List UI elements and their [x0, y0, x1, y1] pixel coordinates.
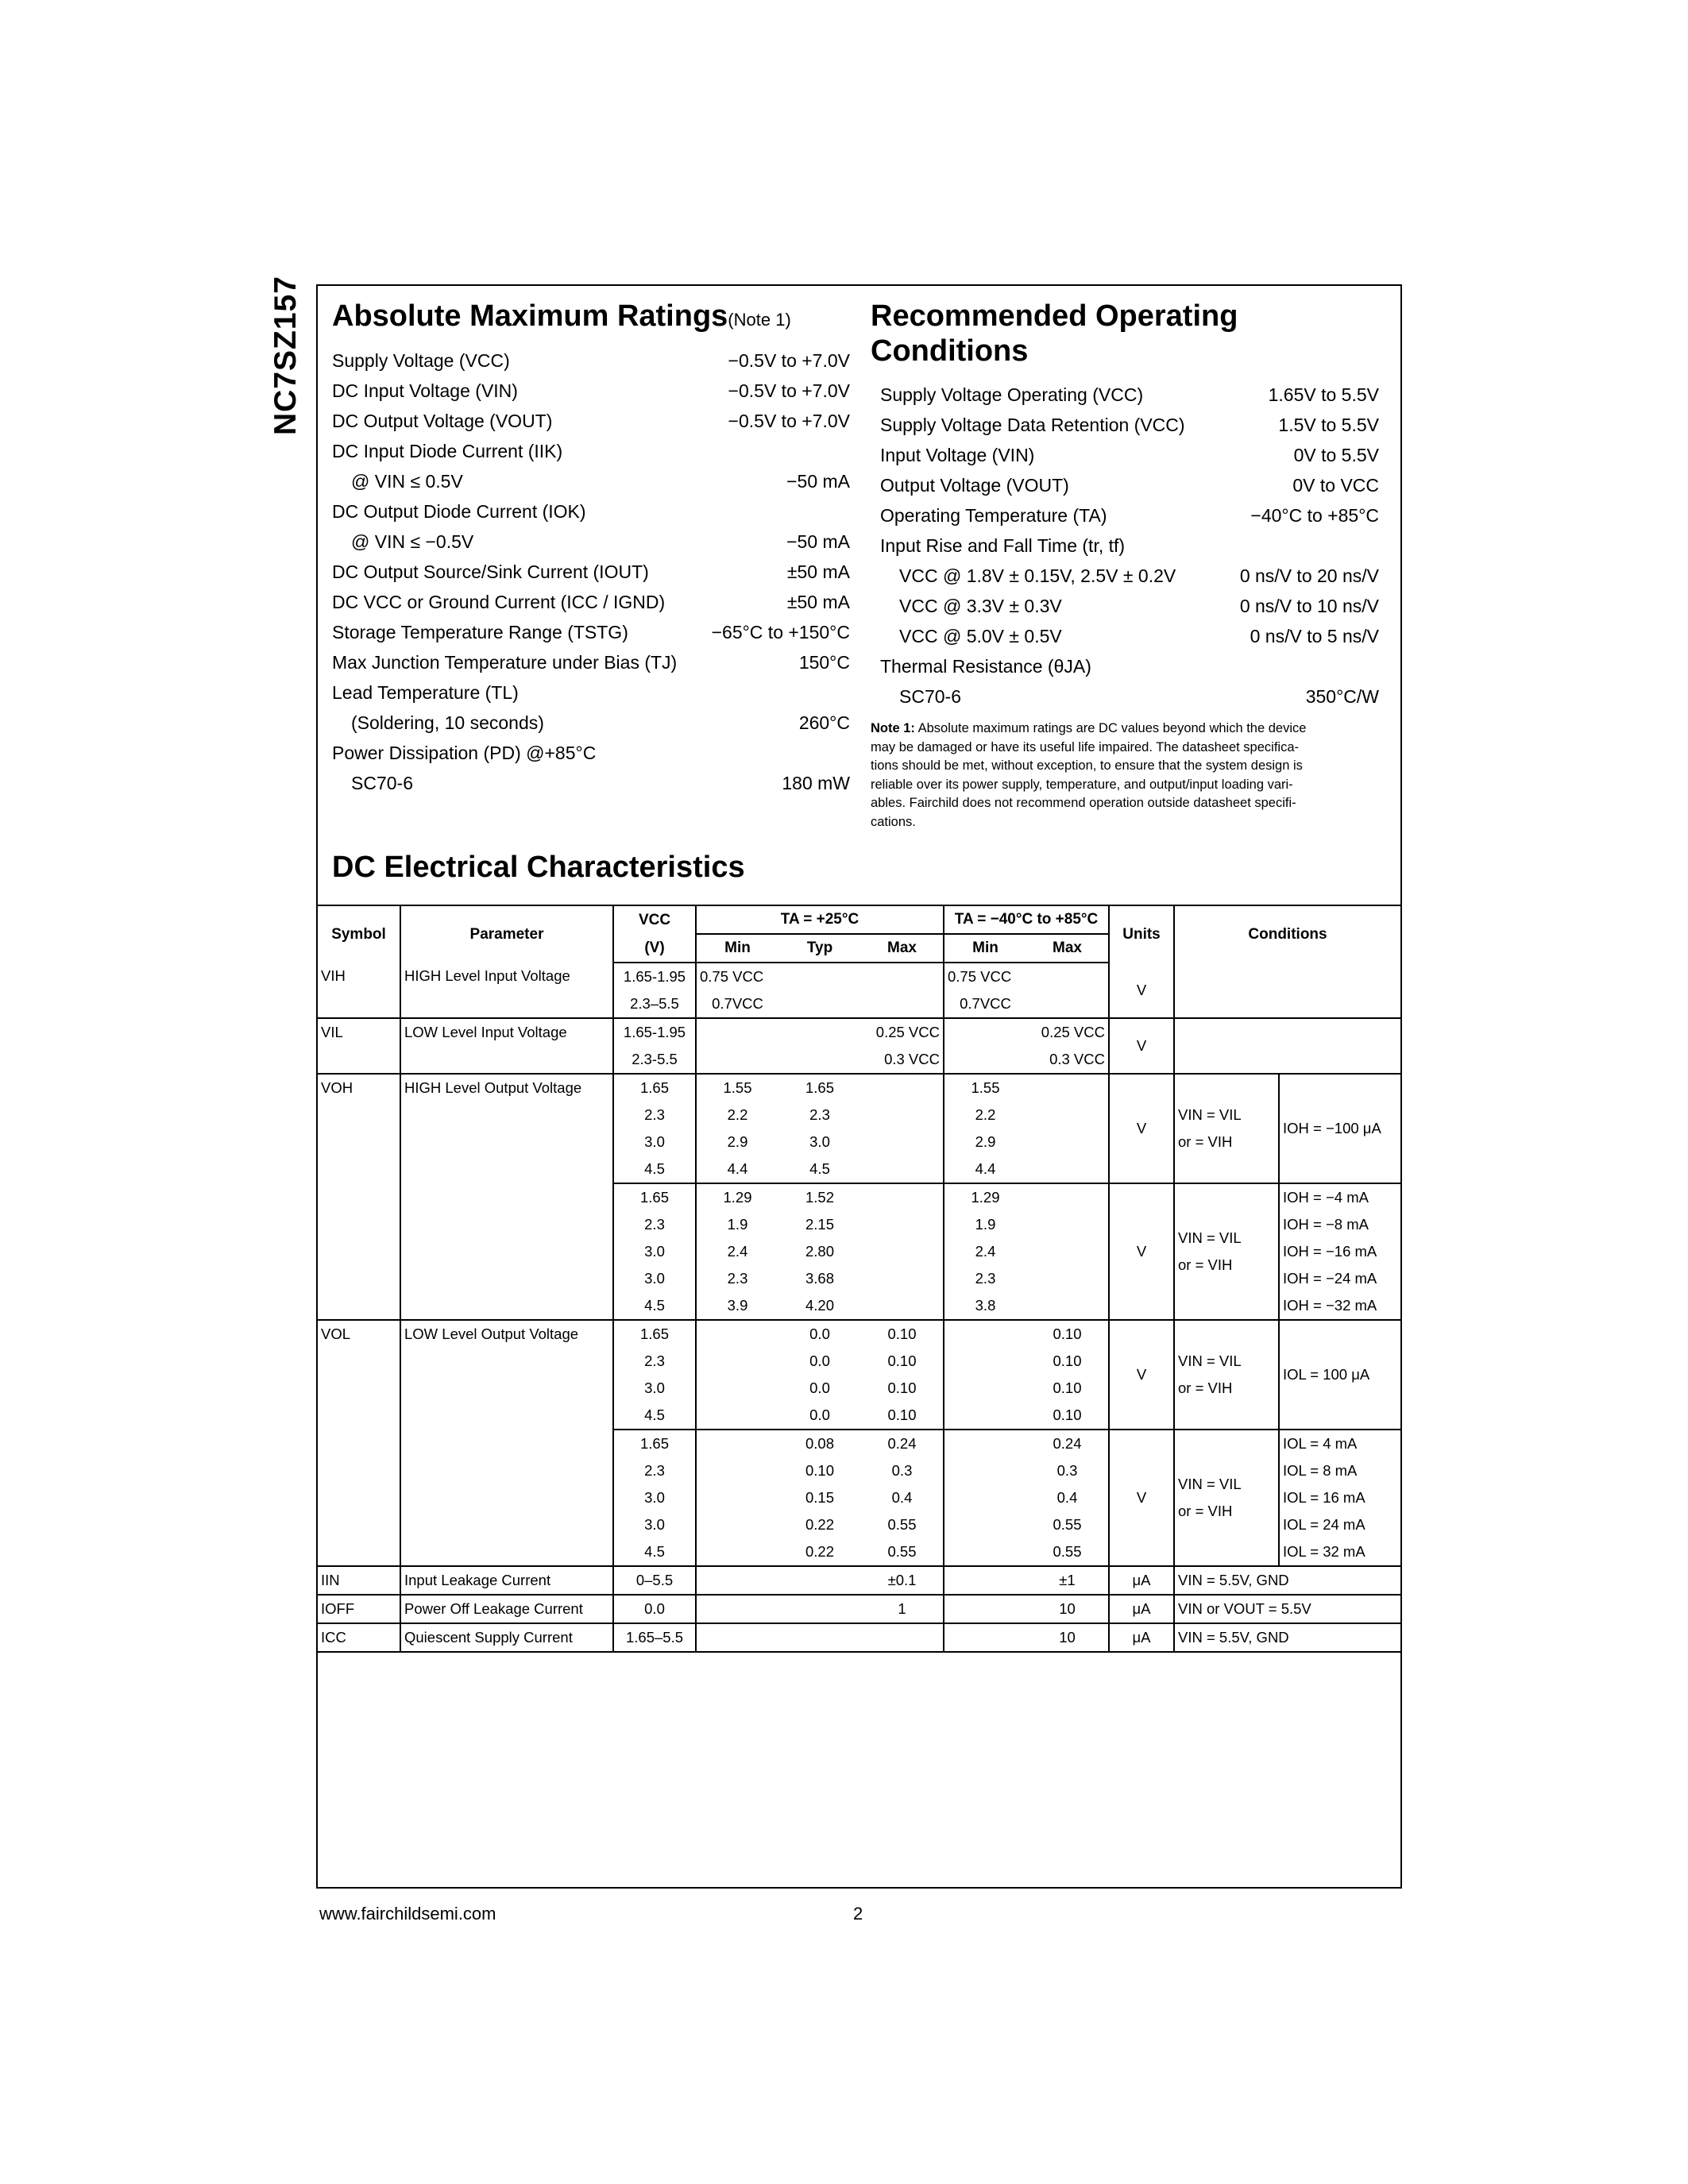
amr-heading [332, 299, 850, 338]
amr-label: DC Input Voltage (VIN) [332, 380, 518, 401]
table-row [318, 1566, 1400, 1595]
roc-value: 0 ns/V to 20 ns/V [1239, 565, 1379, 586]
cell-condition [1174, 1183, 1279, 1320]
cell-parameter: LOW Level Output Voltage [400, 1320, 613, 1566]
roc-value: 350°C/W [1305, 686, 1379, 707]
cell-min: 2.2 [696, 1102, 778, 1129]
cell-max: 0.24 [887, 1435, 917, 1452]
cell-vcc: 1.65 [613, 1183, 696, 1211]
roc-row [880, 500, 1379, 531]
cell-symbol: IIN [318, 1566, 400, 1595]
roc-value: 0V to VCC [1292, 475, 1379, 496]
condition-vin: VIN = VIL [1178, 1229, 1242, 1246]
cell-vcc: 2.3-5.5 [613, 1046, 696, 1074]
table-row [318, 1595, 1400, 1623]
cell-typ: 0.22 [805, 1516, 834, 1533]
cell-min: 0.7VCC [696, 990, 778, 1018]
amr-label: DC VCC or Ground Current (ICC / IGND) [332, 592, 666, 612]
roc-label: Thermal Resistance (θJA) [880, 656, 1091, 677]
cell-symbol: VIH [318, 963, 400, 1018]
cell-current: IOL = 4 mA [1279, 1430, 1400, 1457]
roc-label: VCC @ 3.3V ± 0.3V [899, 596, 1062, 616]
roc-value: 0 ns/V to 10 ns/V [1239, 596, 1379, 616]
cell-min: 0.75 VCC [696, 963, 778, 990]
cell-parameter: Quiescent Supply Current [400, 1623, 613, 1652]
amr-title: Absolute Maximum Ratings [332, 299, 728, 333]
cell-vcc: 1.65 [613, 1074, 696, 1102]
table-row [318, 1018, 1400, 1046]
note-line: Absolute maximum ratings are DC values beyond which the device [917, 721, 1307, 735]
amr-label: SC70-6 [351, 773, 413, 793]
table-row [318, 1074, 1400, 1102]
cell-max: 0.25 VCC [1041, 1024, 1105, 1040]
amr-row [332, 768, 850, 798]
cell-max: 0.10 [861, 1402, 944, 1430]
header-min: Min [944, 934, 1026, 963]
roc-row [880, 681, 1379, 712]
cell-condition [1174, 1074, 1279, 1183]
cell-max: 0.10 [887, 1379, 917, 1396]
cell-symbol: ICC [318, 1623, 400, 1652]
amr-row [332, 496, 850, 527]
cell-parameter: HIGH Level Output Voltage [400, 1074, 613, 1320]
header-min: Min [696, 934, 778, 963]
amr-label: @ VIN ≤ 0.5V [351, 471, 463, 492]
note-line: may be damaged or have its useful life impaired. The datasheet specifica- [871, 739, 1299, 754]
amr-value: 150°C [798, 652, 850, 673]
cell-condition [1174, 1320, 1279, 1430]
amr-value: −50 mA [786, 471, 850, 492]
cell-current: IOH = −4 mA [1279, 1183, 1400, 1211]
amr-label: @ VIN ≤ −0.5V [351, 531, 474, 552]
amr-row [332, 557, 850, 587]
table-row [318, 963, 1400, 990]
cell-max: 0.10 [1053, 1352, 1082, 1369]
header-max: Max [861, 934, 944, 963]
amr-value: −0.5V to +7.0V [728, 350, 850, 371]
cell-vcc: 2.3 [613, 1348, 696, 1375]
amr-row [332, 376, 850, 406]
amr-value: ±50 mA [786, 592, 850, 612]
cell-min: 1.29 [944, 1183, 1026, 1211]
cell-min: 3.8 [944, 1292, 1026, 1320]
cell-vcc: 0.0 [613, 1595, 696, 1623]
cell-vcc: 4.5 [613, 1538, 696, 1566]
cell-parameter: Input Leakage Current [400, 1566, 613, 1595]
cell-min: 3.9 [696, 1292, 778, 1320]
cell-vcc: 1.65-1.95 [613, 1018, 696, 1046]
cell-vcc: 4.5 [613, 1292, 696, 1320]
cell-typ: 0.0 [809, 1325, 830, 1342]
cell-vcc: 1.65-1.95 [613, 963, 696, 990]
amr-value: 180 mW [782, 773, 850, 793]
amr-row [332, 587, 850, 617]
cell-typ: 0.10 [805, 1462, 834, 1479]
condition-or: or = VIH [1178, 1256, 1233, 1273]
cell-min: 1.9 [944, 1211, 1026, 1238]
cell-units: μA [1109, 1623, 1174, 1652]
roc-value: 1.65V to 5.5V [1268, 384, 1379, 405]
cell-units: V [1109, 1018, 1174, 1074]
cell-parameter: Power Off Leakage Current [400, 1595, 613, 1623]
roc-label: VCC @ 5.0V ± 0.5V [899, 626, 1062, 646]
table-row [318, 1623, 1400, 1652]
cell-vcc: 4.5 [613, 1402, 696, 1430]
cell-units: V [1109, 963, 1174, 1018]
amr-label: DC Output Diode Current (IOK) [332, 501, 586, 522]
cell-vcc: 3.0 [613, 1511, 696, 1538]
cell-max: 0.10 [887, 1352, 917, 1369]
amr-value: −0.5V to +7.0V [728, 411, 850, 431]
amr-row [332, 406, 850, 436]
cell-max: 0.55 [1026, 1538, 1109, 1566]
header-ta-25: TA = +25°C [696, 905, 944, 934]
cell-typ: 3.68 [805, 1270, 834, 1287]
cell-typ: 0.08 [805, 1435, 834, 1452]
amr-label: (Soldering, 10 seconds) [351, 712, 544, 733]
amr-row [332, 466, 850, 496]
roc-value: 0V to 5.5V [1293, 445, 1379, 465]
cell-max: ±1 [1026, 1566, 1109, 1595]
roc-title-line2: Conditions [871, 334, 1029, 368]
cell-max: 0.10 [1053, 1379, 1082, 1396]
amr-row [332, 647, 850, 677]
amr-row [332, 738, 850, 768]
cell-current: IOH = −16 mA [1279, 1238, 1400, 1265]
cell-typ: 0.15 [805, 1489, 834, 1506]
cell-typ: 0.0 [809, 1379, 830, 1396]
cell-vcc: 3.0 [613, 1265, 696, 1292]
amr-value: 260°C [798, 712, 850, 733]
roc-label: SC70-6 [899, 686, 961, 707]
cell-units: V [1109, 1430, 1174, 1566]
cell-condition: VIN = 5.5V, GND [1174, 1566, 1400, 1595]
cell-min: 1.9 [696, 1211, 778, 1238]
cell-min: 2.4 [696, 1238, 778, 1265]
header-ta-range: TA = −40°C to +85°C [944, 905, 1109, 934]
cell-current: IOL = 32 mA [1279, 1538, 1400, 1566]
roc-label: Input Rise and Fall Time (tr, tf) [880, 535, 1126, 556]
header-vcc-unit: (V) [613, 934, 696, 963]
cell-parameter: LOW Level Input Voltage [400, 1018, 613, 1074]
cell-vcc: 4.5 [613, 1156, 696, 1183]
cell-typ: 2.3 [809, 1106, 830, 1123]
header-units: Units [1109, 905, 1174, 963]
note-1 [871, 720, 1368, 832]
amr-value: −0.5V to +7.0V [728, 380, 850, 401]
cell-min: 0.75 VCC [944, 963, 1026, 990]
cell-units: V [1109, 1074, 1174, 1183]
condition-or: or = VIH [1178, 1133, 1233, 1150]
cell-max: 0.55 [861, 1538, 944, 1566]
cell-symbol: VIL [318, 1018, 400, 1074]
cell-max: 10 [1026, 1595, 1109, 1623]
roc-value: 0 ns/V to 5 ns/V [1250, 626, 1379, 646]
cell-current: IOL = 100 μA [1279, 1320, 1400, 1430]
cell-max: 0.25 VCC [875, 1024, 940, 1040]
cell-max: 0.10 [887, 1325, 917, 1342]
cell-vcc: 0–5.5 [613, 1566, 696, 1595]
header-parameter: Parameter [400, 905, 613, 963]
roc-label: Supply Voltage Operating (VCC) [880, 384, 1144, 405]
cell-max: 1 [861, 1595, 944, 1623]
cell-vcc: 3.0 [613, 1484, 696, 1511]
cell-typ: 0.22 [778, 1538, 861, 1566]
cell-current: IOH = −32 mA [1279, 1292, 1400, 1320]
condition-vin: VIN = VIL [1178, 1476, 1242, 1492]
cell-typ: 0.0 [778, 1402, 861, 1430]
amr-row [332, 436, 850, 466]
cell-typ: 2.15 [805, 1216, 834, 1233]
cell-vcc: 3.0 [613, 1129, 696, 1156]
cell-min: 2.3 [696, 1265, 778, 1292]
roc-row [880, 561, 1379, 591]
cell-vcc: 2.3 [613, 1211, 696, 1238]
cell-min: 1.55 [696, 1074, 778, 1102]
roc-heading [871, 299, 1379, 369]
roc-row [880, 410, 1379, 440]
note-line: ables. Fairchild does not recommend operation outside datasheet specifi- [871, 796, 1296, 810]
roc-row [880, 651, 1379, 681]
cell-vcc: 3.0 [613, 1238, 696, 1265]
dc-characteristics-heading: DC Electrical Characteristics [332, 851, 745, 884]
roc-value: 1.5V to 5.5V [1278, 415, 1379, 435]
cell-parameter: HIGH Level Input Voltage [400, 963, 613, 1018]
amr-row [332, 617, 850, 647]
cell-typ: 1.52 [805, 1189, 834, 1206]
cell-max: 0.10 [1053, 1325, 1082, 1342]
cell-typ: 2.80 [805, 1243, 834, 1260]
cell-max: 10 [1026, 1623, 1109, 1652]
condition-or: or = VIH [1178, 1503, 1233, 1519]
cell-vcc: 2.3–5.5 [613, 990, 696, 1018]
cell-vcc: 1.65 [613, 1430, 696, 1457]
amr-note-ref: (Note 1) [728, 310, 791, 330]
cell-current: IOH = −24 mA [1279, 1265, 1400, 1292]
absolute-maximum-ratings [332, 299, 850, 798]
cell-max: 0.4 [1056, 1489, 1078, 1506]
roc-label: Output Voltage (VOUT) [880, 475, 1069, 496]
cell-min: 1.55 [944, 1074, 1026, 1102]
page-number: 2 [853, 1904, 863, 1924]
footer-website-link[interactable]: www.fairchildsemi.com [319, 1904, 496, 1924]
cell-min: 2.4 [944, 1238, 1026, 1265]
amr-row [332, 527, 850, 557]
note-line: tions should be met, without exception, to ensure that the system design is [871, 758, 1303, 773]
cell-vcc: 1.65–5.5 [613, 1623, 696, 1652]
roc-title-line1: Recommended Operating [871, 299, 1238, 333]
cell-units: V [1109, 1320, 1174, 1430]
amr-label: DC Output Source/Sink Current (IOUT) [332, 561, 649, 582]
roc-label: VCC @ 1.8V ± 0.15V, 2.5V ± 0.2V [899, 565, 1176, 586]
roc-label: Input Voltage (VIN) [880, 445, 1035, 465]
roc-label: Operating Temperature (TA) [880, 505, 1107, 526]
cell-max: 0.55 [1053, 1516, 1082, 1533]
roc-value: −40°C to +85°C [1250, 505, 1379, 526]
cell-symbol: IOFF [318, 1595, 400, 1623]
cell-condition: VIN = 5.5V, GND [1174, 1623, 1400, 1652]
header-max: Max [1026, 934, 1109, 963]
cell-condition: VIN or VOUT = 5.5V [1174, 1595, 1400, 1623]
amr-label: Storage Temperature Range (TSTG) [332, 622, 628, 642]
header-vcc: VCC [613, 905, 696, 934]
roc-rows [871, 380, 1379, 712]
amr-rows [332, 345, 850, 798]
amr-label: DC Input Diode Current (IIK) [332, 441, 563, 461]
amr-row [332, 708, 850, 738]
note-line: cations. [871, 814, 916, 829]
cell-units: V [1109, 1183, 1174, 1320]
cell-symbol: VOH [318, 1074, 400, 1320]
cell-typ: 4.5 [778, 1156, 861, 1183]
cell-current: IOL = 8 mA [1279, 1457, 1400, 1484]
roc-row [880, 531, 1379, 561]
cell-max: 0.3 VCC [861, 1046, 944, 1074]
table-row [318, 1320, 1400, 1348]
amr-label: Lead Temperature (TL) [332, 682, 519, 703]
cell-condition [1174, 1430, 1279, 1566]
roc-row [880, 470, 1379, 500]
header-symbol: Symbol [318, 905, 400, 963]
cell-min: 1.29 [696, 1183, 778, 1211]
cell-max: 0.3 [1056, 1462, 1078, 1479]
condition-vin: VIN = VIL [1178, 1106, 1242, 1123]
cell-max: 0.4 [891, 1489, 913, 1506]
cell-units: μA [1109, 1595, 1174, 1623]
amr-row [332, 677, 850, 708]
cell-min: 2.2 [944, 1102, 1026, 1129]
note-label: Note 1: [871, 721, 915, 735]
cell-min: 0.7VCC [944, 990, 1026, 1018]
cell-max: 0.3 [891, 1462, 913, 1479]
cell-min: 4.4 [944, 1156, 1026, 1183]
cell-units: μA [1109, 1566, 1174, 1595]
header-typ: Typ [778, 934, 861, 963]
cell-vcc: 3.0 [613, 1375, 696, 1402]
roc-row [880, 380, 1379, 410]
cell-current: IOH = −8 mA [1279, 1211, 1400, 1238]
cell-typ: 3.0 [809, 1133, 830, 1150]
amr-row [332, 345, 850, 376]
roc-row [880, 440, 1379, 470]
header-conditions: Conditions [1174, 905, 1400, 963]
dc-characteristics-table [318, 905, 1400, 1653]
recommended-operating-conditions [871, 299, 1379, 832]
cell-min: 2.9 [944, 1129, 1026, 1156]
cell-typ: 1.65 [805, 1079, 834, 1096]
amr-value: −65°C to +150°C [711, 622, 850, 642]
table-header-row [318, 905, 1400, 934]
cell-vcc: 2.3 [613, 1457, 696, 1484]
roc-row [880, 591, 1379, 621]
cell-max: 0.24 [1053, 1435, 1082, 1452]
amr-value: −50 mA [786, 531, 850, 552]
condition-vin: VIN = VIL [1178, 1352, 1242, 1369]
cell-min: 2.9 [696, 1129, 778, 1156]
cell-max: 0.10 [1026, 1402, 1109, 1430]
condition-or: or = VIH [1178, 1379, 1233, 1396]
cell-current: IOL = 16 mA [1279, 1484, 1400, 1511]
cell-current: IOH = −100 μA [1279, 1074, 1400, 1183]
amr-label: Max Junction Temperature under Bias (TJ) [332, 652, 678, 673]
cell-vcc: 2.3 [613, 1102, 696, 1129]
cell-max: ±0.1 [861, 1566, 944, 1595]
cell-typ: 4.20 [778, 1292, 861, 1320]
cell-symbol: VOL [318, 1320, 400, 1566]
cell-max: 0.3 VCC [1026, 1046, 1109, 1074]
cell-current: IOL = 24 mA [1279, 1511, 1400, 1538]
amr-label: Supply Voltage (VCC) [332, 350, 510, 371]
amr-label: DC Output Voltage (VOUT) [332, 411, 553, 431]
roc-label: Supply Voltage Data Retention (VCC) [880, 415, 1185, 435]
amr-label: Power Dissipation (PD) @+85°C [332, 743, 597, 763]
cell-max: 0.55 [887, 1516, 917, 1533]
part-number-side-title: NC7SZ157 [268, 276, 303, 435]
cell-min: 2.3 [944, 1265, 1026, 1292]
cell-vcc: 1.65 [613, 1320, 696, 1348]
amr-value: ±50 mA [786, 561, 850, 582]
cell-typ: 0.0 [809, 1352, 830, 1369]
note-line: reliable over its power supply, temperature, and output/input loading vari- [871, 777, 1293, 792]
cell-min: 4.4 [696, 1156, 778, 1183]
roc-row [880, 621, 1379, 651]
